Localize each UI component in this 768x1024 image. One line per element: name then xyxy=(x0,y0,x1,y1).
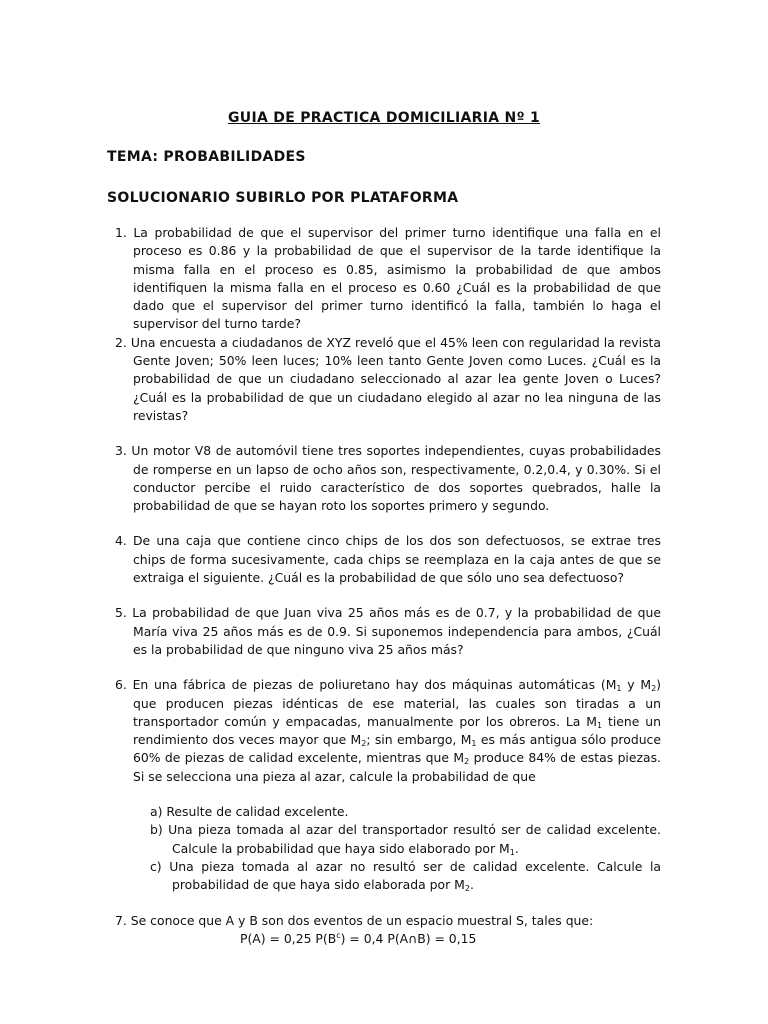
question-7-formula xyxy=(115,930,661,948)
subscript: 1 xyxy=(509,847,515,857)
question-6-text: 6. En una fábrica de piezas de poliuretano hay dos máquinas automáticas (M xyxy=(115,677,617,693)
question-3: 3. Un motor V8 de automóvil tiene tres soportes independientes, cuyas probabilidades de romperse en un lapso de ocho años son, respectivamente, 0.2,0.4, y 0.30%. Si el conductor percibe el ruido característico de dos soportes quebrados, halle la probabilidad de que se hayan roto los soportes primero y segundo. xyxy=(115,443,661,514)
question-5: 5. La probabilidad de que Juan viva 25 años más es de 0.7, y la probabilidad de que María viva 25 años más es de 0.9. Si suponemos independencia para ambos, ¿Cuál es la probabilidad de que ninguno viva 25 años más? xyxy=(115,605,661,657)
question-2: 2. Una encuesta a ciudadanos de XYZ reveló que el 45% leen con regularidad la revista Gente Joven; 50% leen luces; 10% leen tanto Gente Joven como Luces. ¿Cuál es la probabilidad de que un ciudadano seleccionado al azar lea gente Joven o Luces? ¿Cuál es la probabilidad de que un ciudadano elegido al azar no lea ninguna de las revistas? xyxy=(115,334,661,423)
formula-part: ) = 0,4 P(A∩B) = 0,15 xyxy=(340,930,477,946)
question-6-text: ) que producen piezas idénticas de ese material, las cuales son tiradas a un transportador común y empacadas, manualmente por los obreros. La M xyxy=(133,677,661,729)
subitem-a: a) Resulte de calidad excelente. xyxy=(150,804,349,820)
subitem-b-end: . xyxy=(514,840,519,856)
subscript: 2 xyxy=(464,884,470,894)
instruction-heading: SOLUCIONARIO SUBIRLO POR PLATAFORMA xyxy=(107,190,459,206)
superscript: c xyxy=(336,930,341,940)
questions-list xyxy=(115,224,661,948)
subitem-c xyxy=(150,858,661,895)
formula-part: P(A) = 0,25 P(B xyxy=(240,930,337,946)
question-4: 4. De una caja que contiene cinco chips de los dos son defectuosos, se extrae tres chips de forma sucesivamente, cada chips se reemplaza en la caja antes de que se extraiga el siguiente. ¿Cuál es la probabilidad de que sólo uno sea defectuoso? xyxy=(115,533,661,586)
question-6-text: y M xyxy=(621,677,652,693)
question-6-subitems xyxy=(150,803,661,894)
subscript: 1 xyxy=(596,720,603,730)
subitem-c-end: . xyxy=(469,877,474,893)
question-1: 1. La probabilidad de que el supervisor del primer turno identifique una falla en el proceso es 0.86 y la probabilidad de que el supervisor de la tarde identifique la misma falla en el proceso es 0.85, asimismo la probabilidad de que ambos identifiquen la misma falla en el proceso es 0.60 ¿Cuál es la probabilidad de que dado que el supervisor del primer turno identificó la falla, también lo haga el supervisor del turno tarde? xyxy=(115,225,661,332)
question-6-text: tiene un rendimiento dos veces mayor que M xyxy=(133,713,662,748)
subitem-b xyxy=(150,821,661,858)
subitem-b-text: b) Una pieza tomada al azar del transportador resultó ser de calidad excelente. Calcule la probabilidad que haya sido elaborado por M xyxy=(150,822,661,856)
question-6-text: ; sin embargo, M xyxy=(366,732,472,748)
subscript: 2 xyxy=(651,684,657,694)
question-7: 7. Se conoce que A y B son dos eventos de un espacio muestral S, tales que: xyxy=(115,912,594,928)
document-title: GUIA DE PRACTICA DOMICILIARIA Nº 1 xyxy=(228,110,540,126)
question-6 xyxy=(115,676,661,786)
subscript: 2 xyxy=(464,757,470,767)
subscript: 1 xyxy=(471,739,477,749)
question-6-text: produce 84% de estas piezas. Si se selecciona una pieza al azar, calcule la probabilidad de que xyxy=(133,750,661,784)
subitem-c-text: c) Una pieza tomada al azar no resultó ser de calidad excelente. Calcule la probabilidad de que haya sido elaborada por M xyxy=(150,858,661,893)
question-6-text: es más antigua sólo produce 60% de piezas de calidad excelente, mientras que M xyxy=(133,732,661,766)
subscript: 1 xyxy=(616,684,622,694)
topic-heading: TEMA: PROBABILIDADES xyxy=(107,149,306,165)
subscript: 2 xyxy=(361,739,367,749)
